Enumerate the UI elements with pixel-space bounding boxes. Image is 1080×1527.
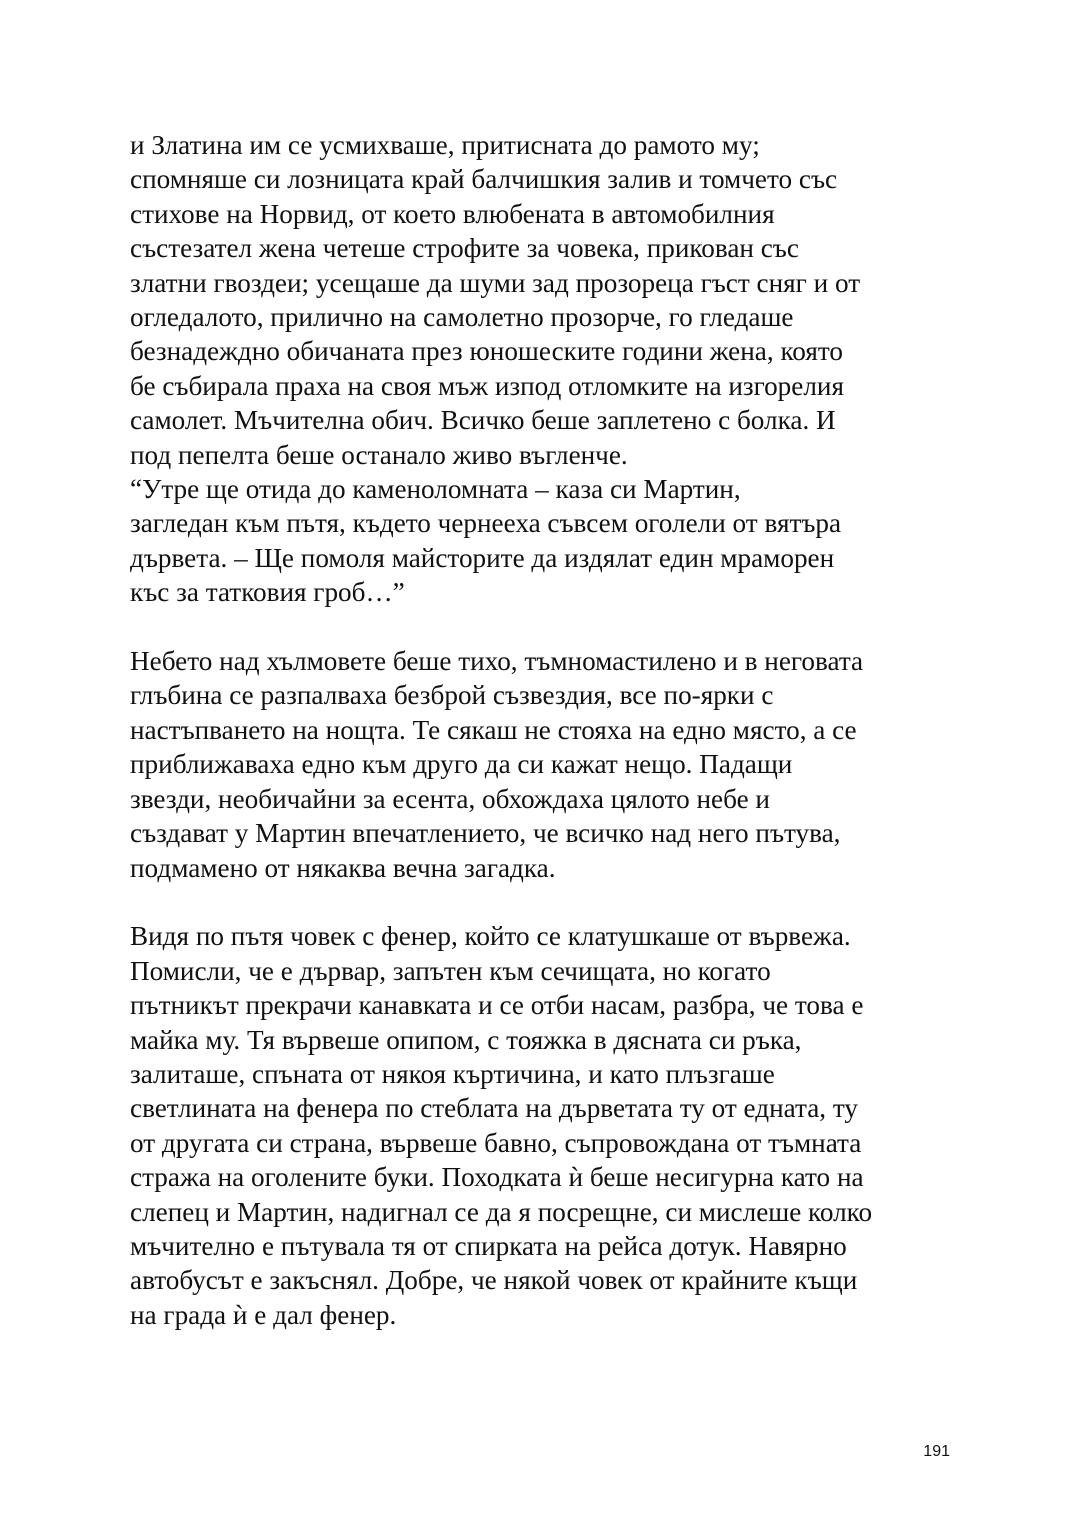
paragraph-spacer — [130, 610, 960, 644]
paragraph-zlatina-memories: и Златина им се усмихваше, притисната до рамото му; спомняше си лозницата край балчишкия залив и томчето със стихове на Норвид, от което влюбената в автомобилния състезател жена четеше строфите за човека, прикован със златни гвоздеи; усещаше да шуми зад прозореца гъст сняг и от огледалото, прилично на самолетно прозорче, го гледаше безнадеждно обичаната през юношеските години жена, която бе събирала праха на своя мъж изпод отломките на изгорелия самолет. Мъчителна обич. Всичко беше заплетено с болка. И под пепелта беше останало живо въгленче. — [130, 130, 861, 470]
paragraph-night-sky: Небето над хълмовете беше тихо, тъмномастилено и в неговата глъбина се разпалваха безброй съзвездия, все по-ярки с настъпването на нощта. Те сякаш не стояха на едно място, а се приближаваха едно към друго да си кажат нещо. Падащи звезди, необичайни за есента, обхождаха цялото небе и създават у Мартин впечатлението, че всичко над него пътува, подмамено от някаква вечна загадка. — [130, 646, 864, 883]
body-text — [130, 128, 960, 1332]
paragraph-martin-quote: “Утре ще отида до каменоломната – каза си Мартин, загледан към пътя, където чернееха съвсем оголели от вятъра дървета. – Ще помоля майсторите да издялат един мраморен къс за татковия гроб…” — [130, 474, 842, 608]
paragraph-spacer — [130, 885, 960, 919]
paragraph-mother-lantern: Видя по пътя човек с фенер, който се клатушкаше от вървежа. Помисли, че е дървар, запътен към сечищата, но когато пътникът прекрачи канавката и се отби насам, разбра, че това е майка му. Тя вървеше опипом, с тояжка в дясната си ръка, залиташе, спъната от някоя къртичина, и като плъзгаше светлината на фенера по стеблата на дърветата ту от едната, ту от другата си страна, вървеше бавно, съпровождана от тъмната стража на оголените буки. Походката ѝ беше несигурна като на слепец и Мартин, надигнал се да я посрещне, си мислеше колко мъчително е пътувала тя от спирката на рейса дотук. Навярно автобусът е закъснял. Добре, че някой човек от крайните къщи на града ѝ е дал фенер. — [130, 921, 873, 1330]
page-number: 191 — [923, 1443, 950, 1460]
